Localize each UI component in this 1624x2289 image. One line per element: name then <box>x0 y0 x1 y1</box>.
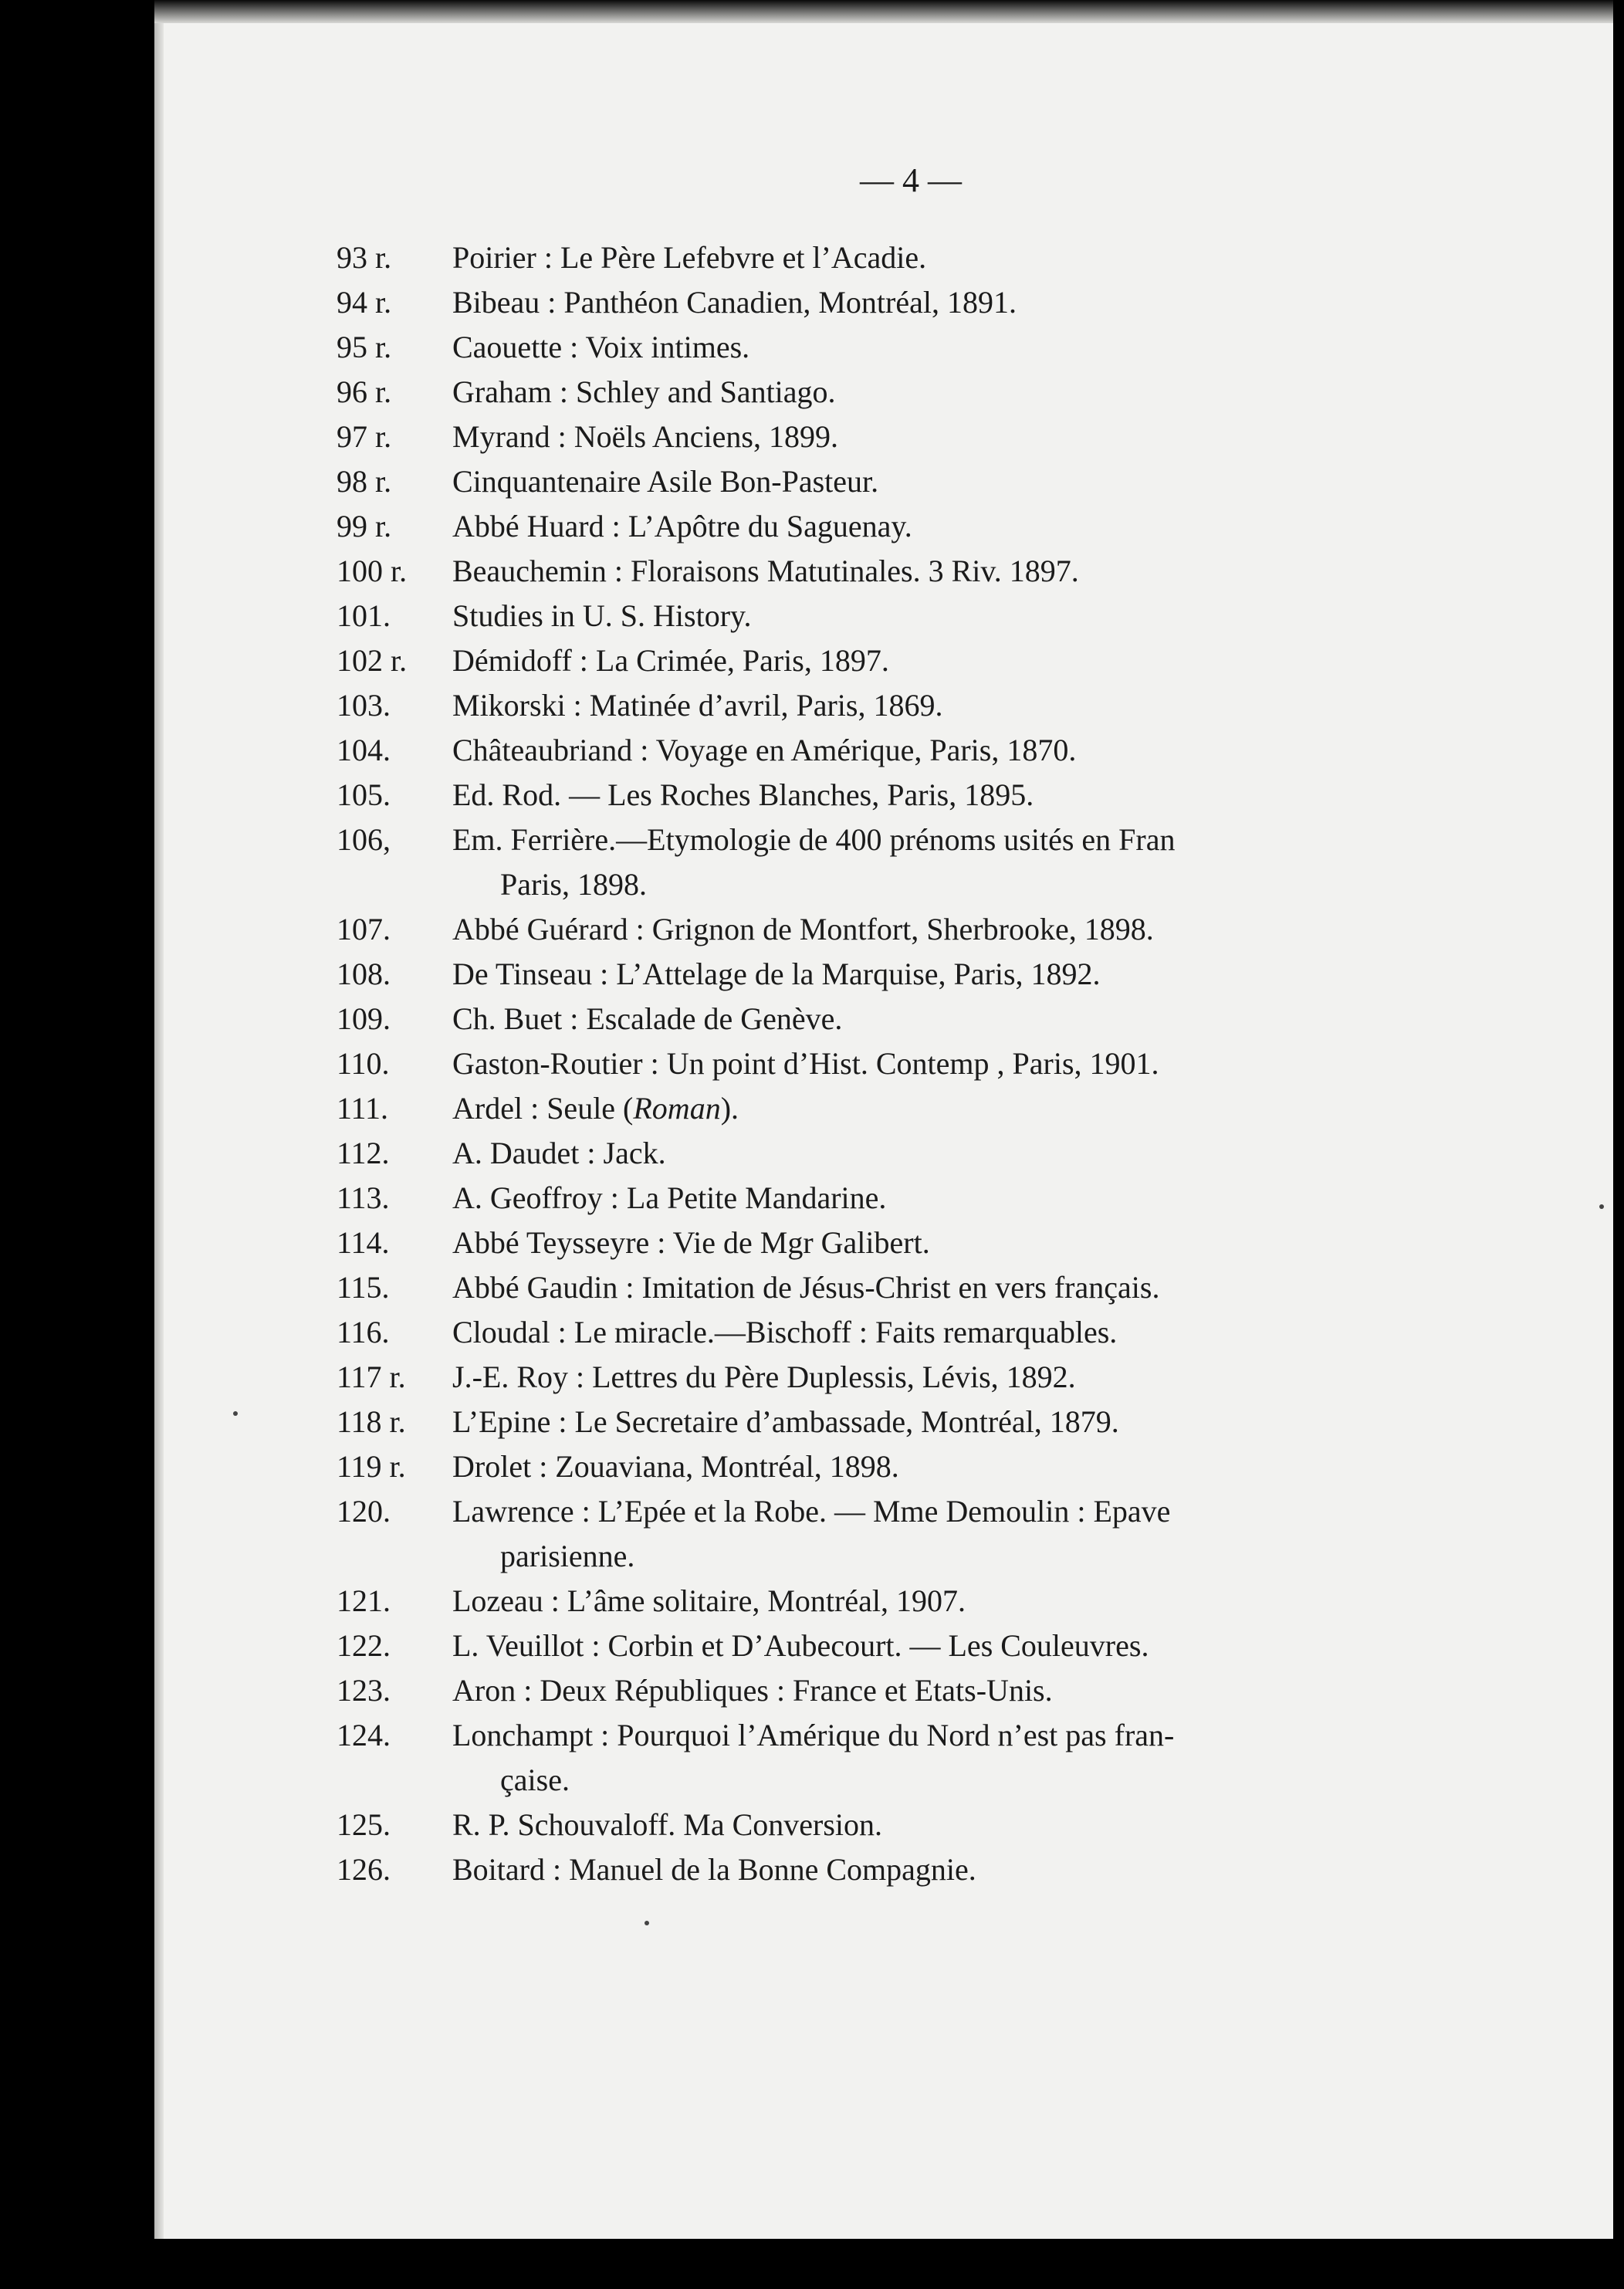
list-item <box>337 1668 1494 1713</box>
entry-text <box>452 1221 1494 1265</box>
entry-text <box>452 1265 1494 1310</box>
list-item <box>337 907 1494 952</box>
entry-text <box>452 997 1494 1041</box>
entry-number: 102 r. <box>337 643 408 678</box>
entry-text <box>452 1624 1494 1668</box>
entry-continuation: Paris, 1898. <box>500 867 647 902</box>
entry-title: Cloudal : Le miracle.—Bischoff : Faits remarquables. <box>452 1315 1118 1349</box>
list-item <box>337 594 1494 638</box>
entry-number: 104. <box>337 733 391 767</box>
entry-number: 98 r. <box>337 464 392 499</box>
entry-title: Graham : Schley and Santiago. <box>452 374 836 409</box>
entry-number: 101. <box>337 598 391 633</box>
list-item <box>337 1624 1494 1668</box>
entry-text <box>452 1444 1494 1489</box>
entry-text <box>452 1041 1494 1086</box>
list-item <box>337 1713 1494 1803</box>
entry-text <box>452 1310 1494 1355</box>
entry-text <box>452 1489 1494 1579</box>
list-item <box>337 1221 1494 1265</box>
entry-title: Ed. Rod. — Les Roches Blanches, Paris, 1895. <box>452 777 1034 812</box>
list-item <box>337 997 1494 1041</box>
entry-text <box>452 1803 1494 1847</box>
entry-number: 123. <box>337 1673 391 1708</box>
scan-speck <box>1599 1204 1604 1209</box>
entry-title: Caouette : Voix intimes. <box>452 330 750 364</box>
entry-title: Myrand : Noëls Anciens, 1899. <box>452 419 838 454</box>
entry-title: Mikorski : Matinée d’avril, Paris, 1869. <box>452 688 943 723</box>
scan-speck <box>233 1411 238 1416</box>
entry-text <box>452 907 1494 952</box>
list-item <box>337 1310 1494 1355</box>
entry-number: 110. <box>337 1046 390 1081</box>
list-item <box>337 1041 1494 1086</box>
entry-text <box>452 1131 1494 1176</box>
entry-number: 106, <box>337 822 391 857</box>
entry-number: 113. <box>337 1180 390 1215</box>
entry-text <box>452 1400 1494 1444</box>
list-item <box>337 1400 1494 1444</box>
entry-title: Poirier : Le Père Lefebvre et l’Acadie. <box>452 240 927 275</box>
list-item <box>337 773 1494 818</box>
entry-title: Abbé Guérard : Grignon de Montfort, Sherbrooke, 1898. <box>452 912 1154 946</box>
list-item <box>337 1176 1494 1221</box>
entry-number: 95 r. <box>337 330 392 364</box>
page-left-edge <box>154 23 164 2239</box>
list-item <box>337 235 1494 280</box>
entry-title: Cinquantenaire Asile Bon-Pasteur. <box>452 464 879 499</box>
entry-text <box>452 1668 1494 1713</box>
list-item <box>337 415 1494 459</box>
entry-number: 99 r. <box>337 509 392 543</box>
entry-title: J.-E. Roy : Lettres du Père Duplessis, Lévis, 1892. <box>452 1360 1076 1394</box>
entry-title: A. Daudet : Jack. <box>452 1136 666 1170</box>
entry-number: 105. <box>337 777 391 812</box>
list-item <box>337 638 1494 683</box>
entry-text <box>452 1086 1494 1131</box>
scan-speck <box>645 1921 649 1925</box>
entry-title: Aron : Deux Républiques : France et Etats-Unis. <box>452 1673 1053 1708</box>
entry-title: Gaston-Routier : Un point d’Hist. Contemp , Paris, 1901. <box>452 1046 1159 1081</box>
entry-title: Abbé Huard : L’Apôtre du Saguenay. <box>452 509 912 543</box>
list-item <box>337 818 1494 907</box>
entry-text <box>452 683 1494 728</box>
list-item <box>337 280 1494 325</box>
entry-number: 118 r. <box>337 1404 406 1439</box>
entry-title: Lonchampt : Pourquoi l’Amérique du Nord n’est pas fran- <box>452 1718 1175 1752</box>
entry-number: 116. <box>337 1315 390 1349</box>
list-item <box>337 1803 1494 1847</box>
entry-number: 108. <box>337 957 391 991</box>
list-item <box>337 1847 1494 1892</box>
page-top-shadow <box>154 0 1613 23</box>
list-item <box>337 549 1494 594</box>
entry-number: 120. <box>337 1494 391 1529</box>
entry-number: 103. <box>337 688 391 723</box>
entry-text <box>452 952 1494 997</box>
entry-number: 111. <box>337 1091 389 1126</box>
entry-text <box>452 1847 1494 1892</box>
entry-title: Beauchemin : Floraisons Matutinales. 3 Riv. 1897. <box>452 554 1079 588</box>
entry-text <box>452 728 1494 773</box>
entry-title: R. P. Schouvaloff. Ma Conversion. <box>452 1807 883 1842</box>
list-item <box>337 728 1494 773</box>
entry-number: 121. <box>337 1583 391 1618</box>
entry-title: Châteaubriand : Voyage en Amérique, Paris, 1870. <box>452 733 1077 767</box>
entry-suffix: ). <box>720 1091 739 1126</box>
entry-title: Abbé Teysseyre : Vie de Mgr Galibert. <box>452 1225 930 1260</box>
entry-number: 114. <box>337 1225 390 1260</box>
entry-title: Bibeau : Panthéon Canadien, Montréal, 1891. <box>452 285 1017 320</box>
entry-title: A. Geoffroy : La Petite Mandarine. <box>452 1180 887 1215</box>
entry-number: 122. <box>337 1628 391 1663</box>
entry-number: 97 r. <box>337 419 392 454</box>
list-item <box>337 683 1494 728</box>
entry-text <box>452 370 1494 415</box>
entry-number: 109. <box>337 1001 391 1036</box>
entry-text <box>452 325 1494 370</box>
entry-italic: Roman <box>633 1091 721 1126</box>
entry-continuation: parisienne. <box>500 1539 635 1573</box>
entry-title: Abbé Gaudin : Imitation de Jésus-Christ en vers français. <box>452 1270 1160 1305</box>
entry-number: 93 r. <box>337 240 392 275</box>
entry-text <box>452 280 1494 325</box>
entry-title: Ch. Buet : Escalade de Genève. <box>452 1001 843 1036</box>
entry-number: 119 r. <box>337 1449 406 1484</box>
list-item <box>337 1355 1494 1400</box>
entry-title: L. Veuillot : Corbin et D’Aubecourt. — Les Couleuvres. <box>452 1628 1149 1663</box>
entry-text <box>452 594 1494 638</box>
entry-title: Studies in U. S. History. <box>452 598 752 633</box>
entry-title: Lozeau : L’âme solitaire, Montréal, 1907. <box>452 1583 966 1618</box>
entry-number: 107. <box>337 912 391 946</box>
entry-number: 96 r. <box>337 374 392 409</box>
entry-text <box>452 1713 1494 1803</box>
entry-title: Démidoff : La Crimée, Paris, 1897. <box>452 643 889 678</box>
list-item <box>337 1444 1494 1489</box>
entry-title: Drolet : Zouaviana, Montréal, 1898. <box>452 1449 899 1484</box>
page-number: — 4 — <box>860 161 962 199</box>
entry-title: Ardel : Seule ( <box>452 1091 634 1126</box>
entry-number: 125. <box>337 1807 391 1842</box>
entry-text <box>452 504 1494 549</box>
entry-title: Em. Ferrière.—Etymologie de 400 prénoms usités en Fran <box>452 822 1176 857</box>
entry-title: Lawrence : L’Epée et la Robe. — Mme Demoulin : Epave <box>452 1494 1171 1529</box>
catalogue-list <box>337 235 1494 1892</box>
entry-text <box>452 1355 1494 1400</box>
list-item <box>337 325 1494 370</box>
entry-text <box>452 549 1494 594</box>
entry-number: 112. <box>337 1136 390 1170</box>
list-item <box>337 504 1494 549</box>
list-item <box>337 1579 1494 1624</box>
entry-text <box>452 818 1494 907</box>
list-item <box>337 1086 1494 1131</box>
entry-text <box>452 459 1494 504</box>
list-item <box>337 952 1494 997</box>
entry-text <box>452 1579 1494 1624</box>
list-item <box>337 370 1494 415</box>
entry-continuation: çaise. <box>500 1762 570 1797</box>
entry-text <box>452 415 1494 459</box>
entry-text <box>452 1176 1494 1221</box>
list-item <box>337 1265 1494 1310</box>
entry-number: 115. <box>337 1270 390 1305</box>
entry-text <box>452 235 1494 280</box>
entry-title: Boitard : Manuel de la Bonne Compagnie. <box>452 1852 976 1887</box>
entry-number: 94 r. <box>337 285 392 320</box>
entry-number: 100 r. <box>337 554 408 588</box>
entry-title: De Tinseau : L’Attelage de la Marquise, Paris, 1892. <box>452 957 1101 991</box>
entry-number: 124. <box>337 1718 391 1752</box>
entry-title: L’Epine : Le Secretaire d’ambassade, Montréal, 1879. <box>452 1404 1119 1439</box>
list-item <box>337 459 1494 504</box>
entry-text <box>452 773 1494 818</box>
entry-number: 126. <box>337 1852 391 1887</box>
entry-number: 117 r. <box>337 1360 406 1394</box>
list-item <box>337 1489 1494 1579</box>
entry-text <box>452 638 1494 683</box>
list-item <box>337 1131 1494 1176</box>
